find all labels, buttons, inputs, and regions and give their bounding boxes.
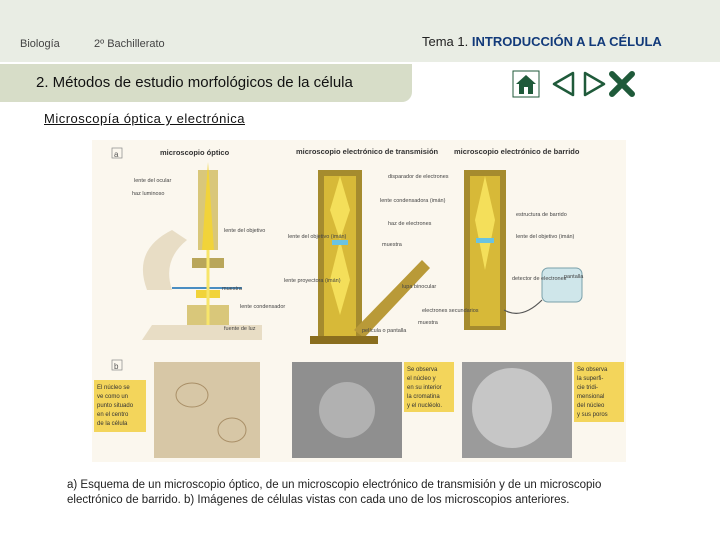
opt-label-ocular: lente del ocular: [134, 178, 172, 184]
sem-callout-line-1: Se observa: [577, 367, 608, 373]
next-button[interactable]: [580, 70, 608, 98]
tem-label-film: película o pantalla: [362, 328, 407, 334]
opt-callout-line-4: en el centro: [97, 412, 129, 418]
optical-header: microscopio óptico: [160, 148, 230, 157]
sem-callout-line-5: del núcleo: [577, 403, 605, 409]
sem-callout-line-4: mensional: [577, 394, 605, 400]
opt-callout-line-3: punto situado: [97, 403, 134, 409]
opt-label-condenser: lente condensador: [240, 304, 286, 310]
sem-label-detector: detector de electrones: [512, 276, 567, 282]
topic-title: [422, 34, 662, 49]
tem-label-gun: disparador de electrones: [388, 174, 449, 180]
subtitle: Microscopía óptica y electrónica: [44, 111, 245, 126]
microscopes-diagram: [92, 140, 626, 462]
opt-callout-line-1: El núcleo se: [97, 385, 130, 391]
sem-label-screen: pantalla: [564, 274, 584, 280]
home-button[interactable]: [512, 70, 540, 98]
opt-callout-line-2: ve como un: [97, 394, 129, 400]
sem-label-scan: estructura de barrido: [516, 212, 567, 218]
opt-label-objective: lente del objetivo: [224, 228, 266, 234]
tem-label-objective: lente del objetivo (imán): [288, 234, 347, 240]
tem-header: microscopio electrónico de transmisión: [296, 147, 439, 156]
section-title: 2. Métodos de estudio morfológicos de la célula: [36, 74, 353, 91]
sem-label-secondary: electrones secundarios: [422, 308, 479, 314]
sem-callout-line-6: y sus poros: [577, 412, 608, 418]
figure-caption: a) Esquema de un microscopio óptico, de un microscopio electrónico de transmisión y de un microscopio electrónico de barrido. b) Imágenes de células vistas con cada uno de los microscopios anteriores.: [67, 479, 602, 506]
tem-callout-line-1: Se observa: [407, 367, 438, 373]
sem-label-objective: lente del objetivo (imán): [516, 234, 575, 240]
prev-arrow-icon: [550, 70, 578, 98]
topic-name: INTRODUCCIÓN A LA CÉLULA: [471, 34, 662, 49]
sem-microscope-drawing: [464, 170, 582, 330]
opt-label-source: fuente de luz: [224, 326, 256, 332]
topic-prefix: Tema 1.: [422, 34, 469, 49]
tem-callout-line-2: el núcleo y: [407, 376, 436, 382]
opt-label-sample: muestra: [222, 286, 242, 292]
previous-button[interactable]: [550, 70, 578, 98]
sem-callout-line-3: cie tridi-: [577, 385, 599, 391]
tem-callout-line-3: en su interior: [407, 385, 442, 391]
section-title-bar: [0, 64, 412, 102]
optical-cell-image: [154, 362, 260, 458]
opt-callout-line-5: de la célula: [97, 421, 128, 427]
close-button[interactable]: [608, 70, 636, 98]
panel-a-label: a: [114, 150, 119, 159]
panel-b-label: b: [114, 362, 119, 371]
opt-label-beam: haz luminoso: [132, 191, 165, 197]
course-label: 2º Bachillerato: [94, 38, 165, 50]
subject-label: Biología: [20, 38, 60, 50]
close-icon: [608, 70, 636, 98]
tem-label-condenser: lente condensadora (imán): [380, 198, 446, 204]
tem-label-sample: muestra: [382, 242, 402, 248]
home-icon: [512, 70, 540, 98]
tem-microscope-drawing: [310, 170, 430, 344]
tem-label-beam: haz de electrones: [388, 221, 432, 227]
sem-label-sample: muestra: [418, 320, 438, 326]
microscopes-figure: [92, 140, 626, 462]
sem-callout-line-2: la superfi-: [577, 376, 604, 382]
tem-label-projector: lente proyectora (imán): [284, 278, 341, 284]
top-header-bar: [0, 0, 720, 62]
optical-microscope-drawing: [142, 162, 262, 340]
tem-label-binocular: lupa binocular: [402, 284, 437, 290]
tem-callout-line-5: y el nucléolo.: [407, 403, 443, 409]
next-arrow-icon: [580, 70, 608, 98]
tem-callout-line-4: la cromatina: [407, 394, 440, 400]
sem-header: microscopio electrónico de barrido: [454, 147, 580, 156]
